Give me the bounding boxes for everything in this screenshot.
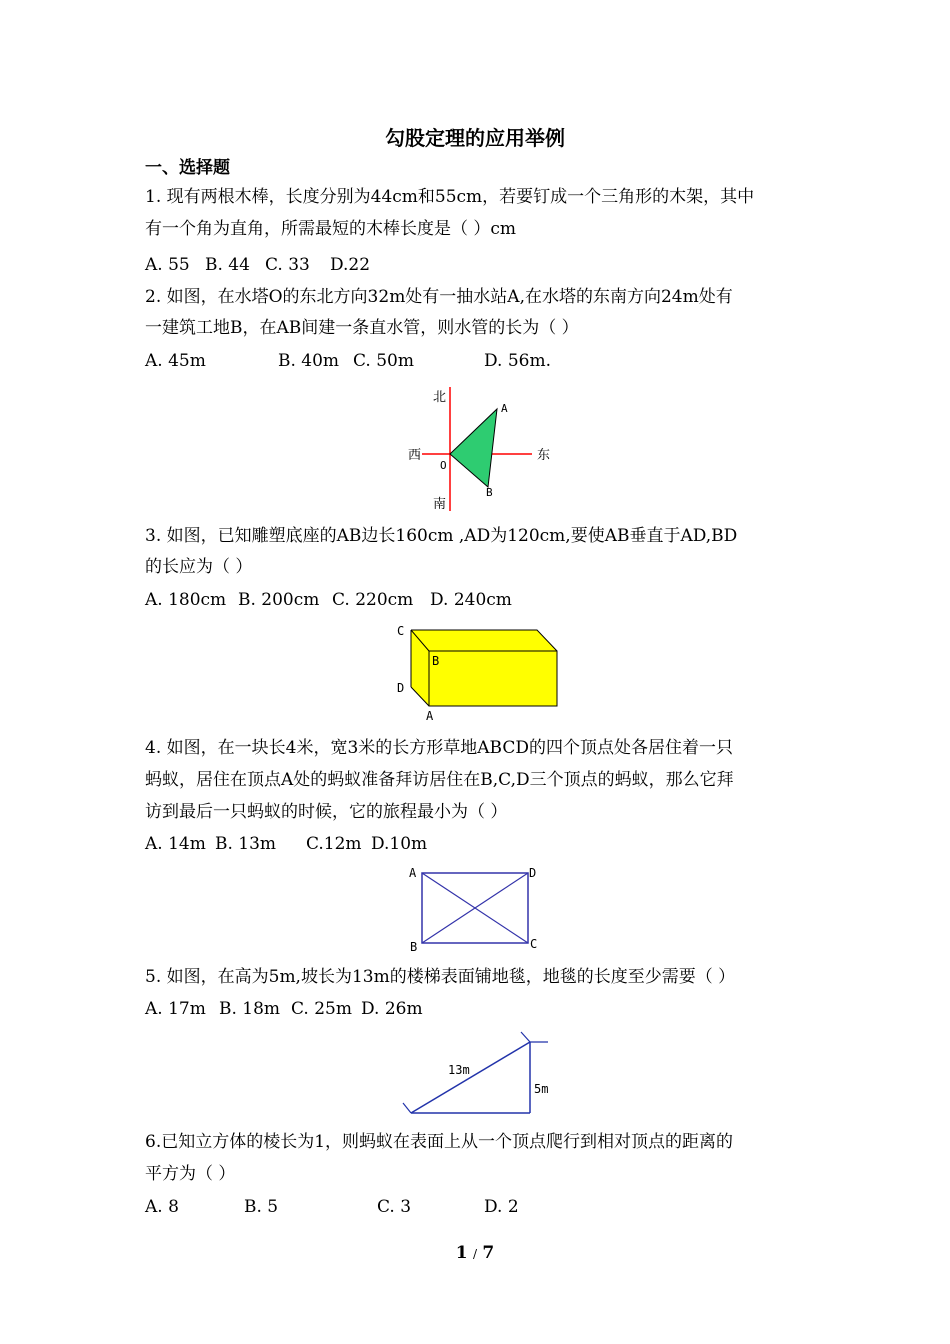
compass-figure <box>400 383 560 513</box>
label-south: 南 <box>433 497 447 512</box>
q1-option-d: D.22 <box>330 255 371 275</box>
q3-line-2: 的长应为（ ） <box>145 557 253 577</box>
q6-line-1: 6.已知立方体的棱长为1，则蚂蚁在表面上从一个顶点爬行到相对顶点的距离的 <box>145 1132 734 1152</box>
label-origin: O <box>440 459 447 472</box>
q3-option-b: B. 200cm <box>238 590 320 610</box>
q6-option-c: C. 3 <box>377 1197 412 1217</box>
total-pages: 7 <box>482 1243 495 1263</box>
q2-line-1: 2. 如图，在水塔O的东北方向32m处有一抽水站A,在水塔的东南方向24m处有 <box>145 287 733 307</box>
q2-option-d: D. 56m. <box>484 351 551 371</box>
q6-option-b: B. 5 <box>244 1197 279 1217</box>
section-heading: 一、选择题 <box>145 158 230 178</box>
q2-option-b: B. 40m <box>278 351 340 371</box>
label-c: C <box>397 624 405 638</box>
stairs-figure <box>396 1030 562 1122</box>
label-slope: 13m <box>448 1063 470 1077</box>
label-d: D <box>529 866 537 880</box>
box-fill <box>411 630 557 706</box>
label-point-a: A <box>501 402 508 415</box>
page-number <box>0 1243 950 1263</box>
label-north: 北 <box>433 390 447 405</box>
label-a: A <box>426 709 434 723</box>
label-east: 东 <box>537 448 551 463</box>
page-title: 勾股定理的应用举例 <box>385 126 565 150</box>
q4-line-1: 4. 如图，在一块长4米，宽3米的长方形草地ABCD的四个顶点处各居住着一只 <box>145 738 733 758</box>
label-point-b: B <box>486 486 493 499</box>
q6-option-a: A. 8 <box>145 1197 179 1217</box>
q3-line-1: 3. 如图，已知雕塑底座的AB边长160cm ,AD为120cm,要使AB垂直于AD,BD <box>145 526 738 546</box>
q4-option-d: D.10m <box>371 834 428 854</box>
q2-option-a: A. 45m <box>145 351 206 371</box>
label-a: A <box>409 866 417 880</box>
label-b: B <box>432 654 440 668</box>
q5-option-d: D. 26m <box>361 999 423 1019</box>
q1-line-1: 1. 现有两根木棒，长度分别为44cm和55cm，若要钉成一个三角形的木架，其中 <box>145 187 755 207</box>
q5-option-b: B. 18m <box>219 999 281 1019</box>
q4-line-2: 蚂蚁，居住在顶点A处的蚂蚁准备拜访居住在B,C,D三个顶点的蚂蚁，那么它拜 <box>145 770 734 790</box>
slope-line <box>411 1042 530 1113</box>
q4-option-c: C.12m <box>306 834 362 854</box>
q4-line-3: 访到最后一只蚂蚁的时候，它的旅程最小为（ ） <box>145 802 508 822</box>
q5-option-c: C. 25m <box>291 999 352 1019</box>
label-c: C <box>530 937 538 951</box>
q1-option-c: C. 33 <box>265 255 310 275</box>
q5-line-1: 5. 如图，在高为5m,坡长为13m的楼梯表面铺地毯，地毯的长度至少需要（ ） <box>145 967 736 987</box>
q2-option-c: C. 50m <box>353 351 414 371</box>
box-figure <box>392 619 567 724</box>
q4-option-a: A. 14m <box>145 834 206 854</box>
q2-line-2: 一建筑工地B，在AB间建一条直水管，则水管的长为（ ） <box>145 318 579 338</box>
q1-line-2: 有一个角为直角，所需最短的木棒长度是（ ）cm <box>145 219 517 239</box>
current-page: 1 <box>455 1243 468 1263</box>
page-separator: / <box>472 1247 478 1261</box>
label-d: D <box>397 681 405 695</box>
q3-option-a: A. 180cm <box>145 590 227 610</box>
label-height: 5m <box>534 1082 549 1096</box>
rectangle-figure <box>405 862 545 954</box>
label-b: B <box>410 940 418 954</box>
q3-option-c: C. 220cm <box>332 590 414 610</box>
bottom-cap <box>403 1103 411 1113</box>
top-cap <box>521 1032 530 1042</box>
q5-option-a: A. 17m <box>145 999 206 1019</box>
triangle-oab <box>450 409 497 487</box>
q4-option-b: B. 13m <box>215 834 277 854</box>
q6-line-2: 平方为（ ） <box>145 1164 236 1184</box>
q3-option-d: D. 240cm <box>430 590 512 610</box>
label-west: 西 <box>408 448 422 463</box>
q6-option-d: D. 2 <box>484 1197 519 1217</box>
q1-option-a: A. 55 <box>145 255 190 275</box>
q1-option-b: B. 44 <box>205 255 250 275</box>
